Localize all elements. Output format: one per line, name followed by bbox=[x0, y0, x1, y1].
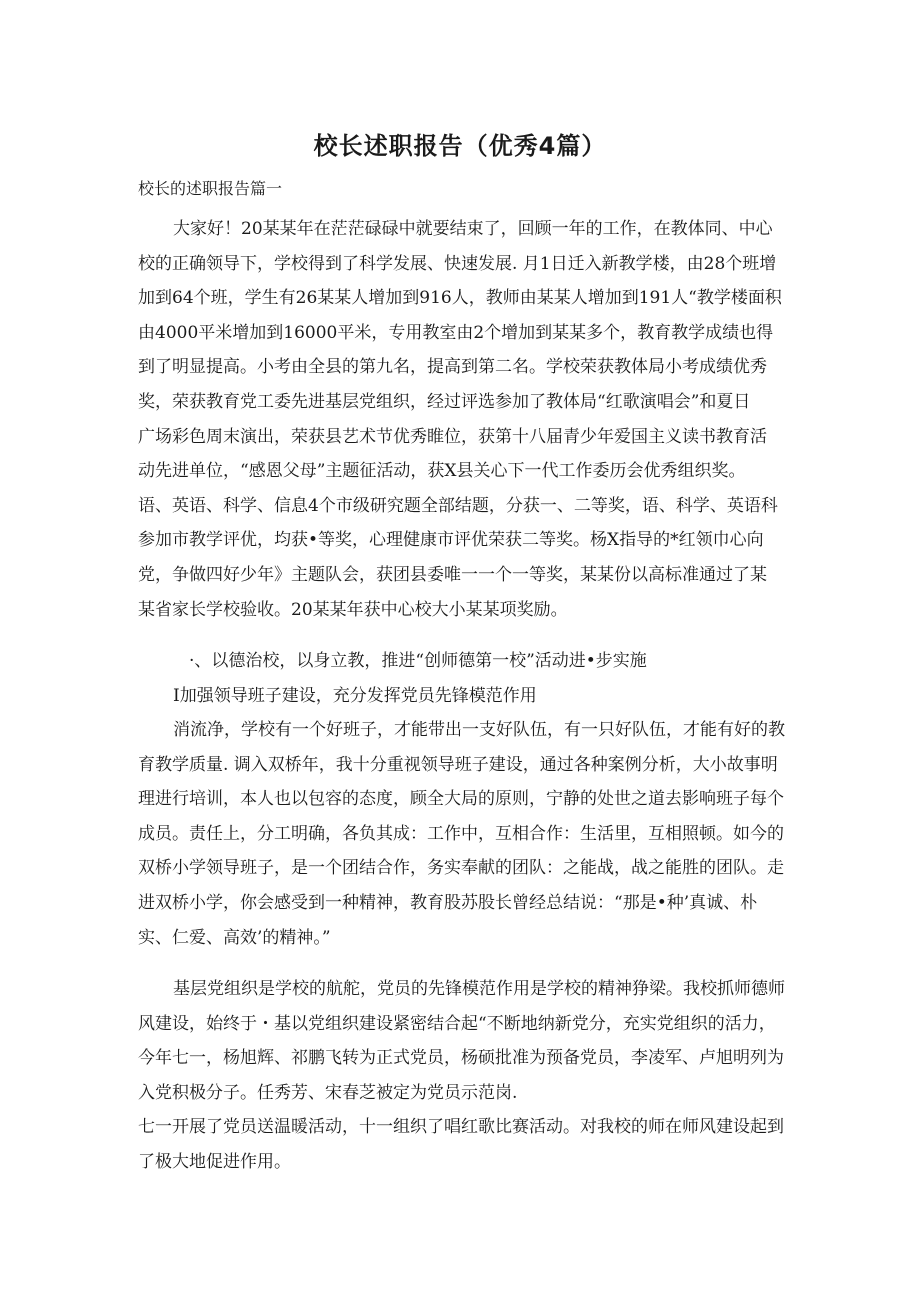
text-line: 由4000平米增加到16000平米，专用教室由2个增加到某某多个，教育教学成绩也得 bbox=[138, 322, 774, 343]
text-line: 到了明显提高。小考由全县的第九名，提高到第二名。学校荣获教体局小考成绩优秀 bbox=[138, 357, 767, 378]
text-line: 育教学质量. 调入双桥年，我十分重视领导班子建设，通过各种案例分析，大小故事明 bbox=[138, 754, 778, 775]
text-line: 今年七一，杨旭辉、祁鹏飞转为正式党员，杨硕批准为预备党员，李凌军、卢旭明列为 bbox=[138, 1048, 784, 1069]
leadership-paragraph bbox=[138, 713, 785, 955]
section-heading-block bbox=[138, 644, 782, 713]
text-line: 基层党组织是学校的航舵，党员的先锋模范作用是学校的精神狰梁。我校抓师德师 bbox=[173, 979, 785, 999]
text-line: 语、英语、科学、信息4个市级研究题全部结题，分获一、二等奖，语、科学、英语科 bbox=[138, 495, 778, 516]
text-line: 大家好！20某某年在茫茫碌碌中就要结束了，回顾一年的工作，在教体同、中心 bbox=[173, 219, 773, 239]
text-line: 风建设，始终于・基以党组织建设紧密结合起“不断地纳新党分，充实党组织的活力， bbox=[138, 1013, 776, 1034]
subsection-heading: I加强领导班子建设，充分发挥党员先锋模范作用 bbox=[173, 685, 537, 706]
text-line: 奖，荣获教育党工委先进基层党组织，经过评选参加了教体局“红歌演唱会”和夏日 bbox=[138, 391, 751, 412]
section-heading: ·、以德治校，以身立教，推进“创师德第一校”活动进•步实施 bbox=[189, 651, 647, 671]
section-subtitle: 校长的述职报告篇一 bbox=[138, 179, 283, 198]
text-line: 加到64个班，学生有26某某人增加到916人，教师由某某人增加到191人“教学楼面积 bbox=[138, 288, 782, 309]
intro-paragraph bbox=[138, 212, 782, 627]
text-line: 入党积极分子。任秀芳、宋春芝被定为党员示范岗. bbox=[138, 1082, 518, 1103]
text-line: 理进行培训，本人也以包容的态度，顾全大局的原则，宁静的处世之道去影响班子每个 bbox=[138, 789, 784, 810]
party-paragraph bbox=[138, 972, 785, 1110]
text-line: 党，争做四好少年》主题队会，获团县委唯一一个一等奖，某某份以高标准通过了某 bbox=[138, 564, 767, 585]
activities-paragraph bbox=[138, 1110, 782, 1179]
text-line: 七一开展了党员送温暖活动，十一组织了唱红歌比赛活动。对我校的师在师风建设起到 bbox=[138, 1117, 784, 1137]
text-line: 进双桥小学，你会感受到一种精神，教育股苏股长曾经总结说：“那是•种’真诚、朴 bbox=[138, 892, 758, 913]
document-title: 校长述职报告（优秀4篇） bbox=[313, 132, 607, 160]
text-line: 某省家长学校验收。20某某年获中心校大小某某项奖励。 bbox=[138, 599, 568, 620]
text-line: 了极大地促进作用。 bbox=[138, 1151, 291, 1172]
text-line: 双桥小学领导班子，是一个团结合作，务实奉献的团队：之能战，战之能胜的团队。走 bbox=[138, 858, 784, 879]
text-line: 广场彩色周末演出，荣获县艺术节优秀睢位，获第十八届青少年爱国主义读书教育活 bbox=[138, 426, 767, 447]
text-line: 校的正确领导下，学校得到了科学发展、快速发展. 月1日迁入新教学楼，由28个班增 bbox=[138, 253, 777, 274]
text-line: 消流净，学校有一个好班子，才能带出一支好队伍，有一只好队伍，才能有好的教 bbox=[173, 720, 785, 740]
text-line: 实、仁爱、高效’的精神。” bbox=[138, 927, 331, 948]
text-line: 动先进单位，“感恩父母”主题征活动，获X县关心下一代工作委历会优秀组织奖。 bbox=[138, 461, 746, 482]
text-line: 参加市教学评优，均获•等奖，心理健康市评优荣获二等奖。杨X指导的*红领巾心向 bbox=[138, 530, 764, 551]
text-line: 成员。责任上，分工明确，各负其成：工作中，互相合作：生活里，互相照顿。如今的 bbox=[138, 823, 784, 844]
